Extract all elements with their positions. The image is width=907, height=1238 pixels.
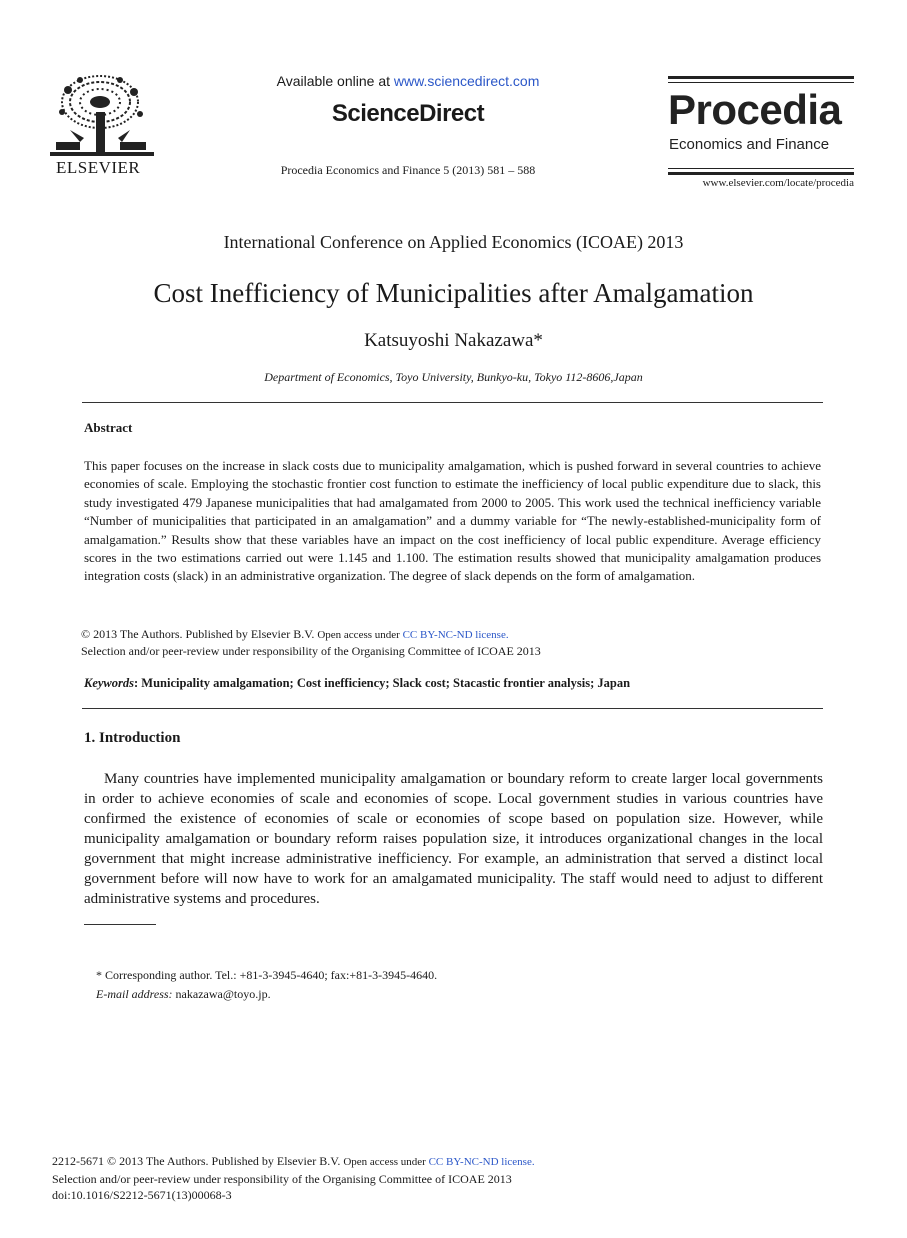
procedia-rule-bottom — [668, 172, 854, 175]
keywords-label: Keywords — [84, 676, 134, 690]
journal-citation: Procedia Economics and Finance 5 (2013) 581 – 588 — [280, 163, 536, 177]
procedia-subtitle: Economics and Finance — [669, 136, 830, 153]
introduction-paragraph: Many countries have implemented municipality amalgamation or boundary reform to create larger local governments in order to achieve economies of scale and economies of scope. Local government studies in various countries have confirmed the existence of economies of scale or economies of scope based on population size. However, while municipality amalgamation or boundary reform raises population size, it introduces organizational changes in the local government that might increase administrative inefficiency. For example, an administration that served a distinct local government before will now have to work for an amalgamated municipality. The staff would need to adjust to different administrative systems and procedures. — [84, 771, 823, 907]
sciencedirect-logo: ScienceDirect — [331, 100, 485, 127]
procedia-logo — [668, 76, 854, 194]
open-access-label: Open access under — [317, 629, 403, 641]
procedia-rule-top-thin — [668, 82, 854, 83]
peer-review-line: Selection and/or peer-review under responsibility of the Organising Committee of ICOAE 2013 — [81, 644, 541, 658]
corresponding-author-note: * Corresponding author. Tel.: +81-3-3945-4640; fax:+81-3-3945-4640. — [96, 968, 438, 982]
keywords-list: : Municipality amalgamation; Cost inefficiency; Slack cost; Stacastic frontier analysis; Japan — [134, 676, 631, 690]
procedia-url-link[interactable]: www.elsevier.com/locate/procedia — [702, 177, 854, 189]
abstract-heading: Abstract — [84, 420, 133, 435]
elsevier-wordmark: ELSEVIER — [56, 158, 141, 177]
page-footer — [52, 1153, 812, 1204]
procedia-rule-top — [668, 76, 854, 79]
footnote-divider — [84, 924, 156, 925]
issn-copyright-line: 2212-5671 © 2013 The Authors. Published by Elsevier B.V. — [52, 1154, 344, 1168]
copyright-notice — [81, 626, 821, 659]
footnote — [96, 966, 437, 1004]
email-address: nakazawa@toyo.jp. — [172, 987, 271, 1001]
section-heading-introduction: 1. Introduction — [84, 730, 181, 746]
doi[interactable]: doi:10.1016/S2212-5671(13)00068-3 — [52, 1188, 232, 1202]
procedia-name: Procedia — [668, 86, 842, 133]
divider-bottom — [82, 708, 823, 709]
author-name: Katsuyoshi Nakazawa* — [364, 330, 543, 351]
abstract-text: This paper focuses on the increase in slack costs due to municipality amalgamation, which is pushed forward in several countries to achieve economies of scale. Employing the stochastic frontier cost function to estimate the inefficiency of local public expenditure due to slack, this study investigated 479 Japanese municipalities that had amalgamated from 2000 to 2005. This work used the technical inefficiency variable “Number of municipalities that participated in an amalgamation” and a dummy variable for “The newly-established-municipality form of amalgamation.” Results show that these variables have an impact on the cost inefficiency of local public expenditure. Average efficiency scores in the two estimations carried out were 1.145 and 1.100. The estimation results showed that municipality amalgamation produces integration costs (slack) in an administrative organization. The degree of slack depends on the form of amalgamation. — [84, 458, 821, 584]
footer-open-access-label: Open access under — [343, 1156, 429, 1168]
keywords-line — [84, 676, 821, 691]
divider-top — [82, 402, 823, 403]
procedia-rule-bottom-thin — [668, 168, 854, 169]
available-online-line — [200, 73, 616, 89]
email-label: E-mail address: — [96, 987, 173, 1001]
footer-peer-review-line: Selection and/or peer-review under responsibility of the Organising Committee of ICOAE 2013 — [52, 1171, 512, 1186]
paper-title: Cost Inefficiency of Municipalities after Amalgamation — [153, 278, 754, 308]
author-affiliation: Department of Economics, Toyo University, Bunkyo-ku, Tokyo 112-8606,Japan — [264, 370, 643, 384]
license-link[interactable]: CC BY-NC-ND license. — [402, 629, 509, 641]
sciencedirect-link[interactable]: www.sciencedirect.com — [393, 73, 540, 89]
available-prefix: Available online at — [276, 73, 394, 89]
footer-license-link[interactable]: CC BY-NC-ND license. — [428, 1156, 535, 1168]
copyright-line: © 2013 The Authors. Published by Elsevier B.V. — [81, 627, 318, 641]
conference-name: International Conference on Applied Economics (ICOAE) 2013 — [223, 232, 684, 252]
